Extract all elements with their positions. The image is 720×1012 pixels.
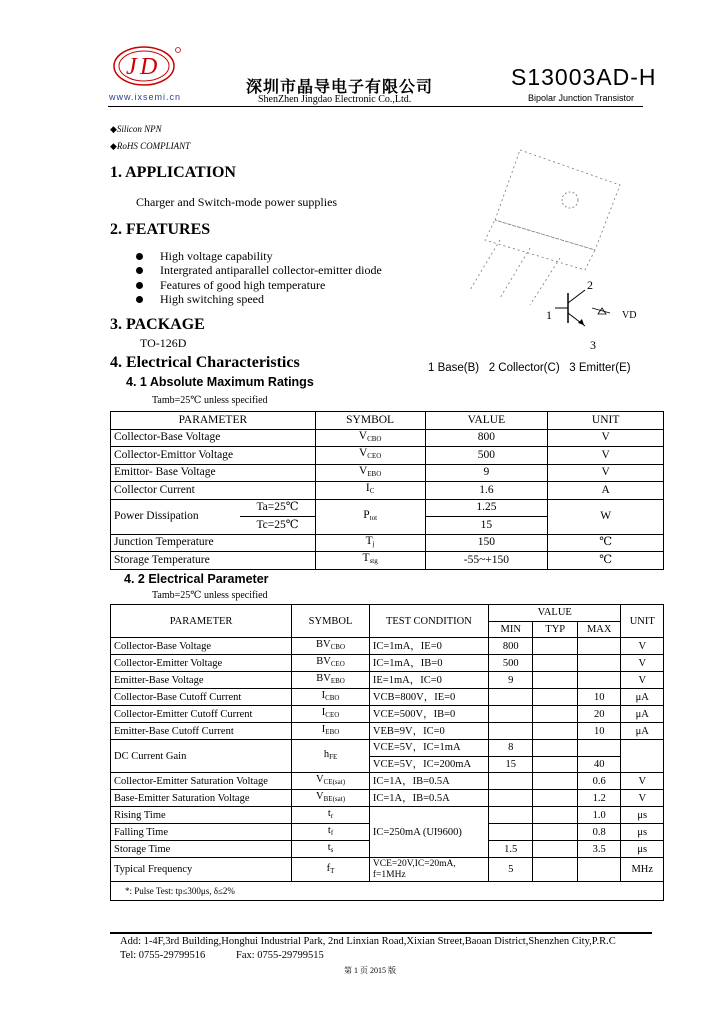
package-text: TO-126D [140,336,187,350]
table-row [111,773,664,790]
param-cell: Storage Time [111,841,292,858]
typ-cell [533,706,578,723]
unit-cell: A [548,482,664,500]
max-cell [577,638,620,655]
max-cell: 20 [577,706,620,723]
value-cell: 15 [425,517,548,535]
symbol-cell: $I_{EBO}$ [292,723,370,740]
symbol-cell: $V_{BE(sat)}$ [292,790,370,807]
typ-cell [533,740,578,757]
min-cell: 8 [488,740,533,757]
col-header: VALUE [488,605,621,622]
symbol-cell: $V_{CBO}$ [315,429,425,447]
bullet-icon [136,296,143,303]
header-rule [108,106,643,107]
pin-3-label: 3 [590,338,596,352]
col-header: UNIT [548,412,664,430]
min-cell: 9 [488,672,533,689]
application-text: Charger and Switch-mode power supplies [136,195,338,209]
symbol-cell: $t_r$ [292,807,370,824]
application-heading: 1. APPLICATION [110,164,236,181]
abs-max-heading: 4. 1 Absolute Maximum Ratings [126,375,314,389]
symbol-cell: $BV_{EBO}$ [292,672,370,689]
test-cell: IC=1A，IB=0.5A [369,790,488,807]
value-cell: 500 [425,447,548,465]
min-cell: 800 [488,638,533,655]
logo-url: www.ixsemi.cn [109,92,182,102]
table-row [111,552,664,570]
typ-cell [533,790,578,807]
typ-cell [533,824,578,841]
col-header: PARAMETER [111,605,292,638]
symbol-cell: $V_{CE(sat)}$ [292,773,370,790]
table-header-row [111,412,664,430]
bullet-icon [136,267,143,274]
svg-text:J: J [126,54,137,80]
elec-param-table [110,604,664,901]
features-heading: 2. FEATURES [110,221,211,238]
min-cell [488,790,533,807]
min-cell [488,824,533,841]
condition-cell: Tc=25℃ [240,517,315,535]
unit-cell: V [621,790,664,807]
min-cell [488,689,533,706]
electrical-heading: 4. Electrical Characteristics [110,354,300,371]
table-row [111,740,664,757]
unit-cell: MHz [621,858,664,882]
symbol-cell: $P_{tot}$ [315,499,425,534]
table-row [111,706,664,723]
bullet-icon [136,282,143,289]
typ-cell [533,638,578,655]
test-cell: VEB=9V，IC=0 [369,723,488,740]
unit-cell: V [548,464,664,482]
typ-cell [533,773,578,790]
symbol-cell: $h_{FE}$ [292,740,370,773]
param-cell: Collector Current [111,482,316,500]
param-cell: Collector-Base Voltage [111,638,292,655]
max-cell: 10 [577,689,620,706]
typ-cell [533,756,578,773]
abs-max-condition: Tamb=25℃ unless specified [152,395,268,406]
typ-cell [533,655,578,672]
param-cell: Base-Emitter Saturation Voltage [111,790,292,807]
col-header: VALUE [425,412,548,430]
unit-cell: V [548,429,664,447]
typ-cell [533,689,578,706]
param-cell: Collector-Emitter Saturation Voltage [111,773,292,790]
elec-param-condition: Tamb=25℃ unless specified [152,590,268,601]
table-row [111,482,664,500]
table-row [111,534,664,552]
symbol-cell: $BV_{CEO}$ [292,655,370,672]
table-row [111,689,664,706]
max-cell: 10 [577,723,620,740]
table-row [111,447,664,465]
param-cell: Storage Temperature [111,552,316,570]
col-header: PARAMETER [111,412,316,430]
param-cell: Collector-Emitter Cutoff Current [111,706,292,723]
table-row [111,655,664,672]
symbol-cell: $t_s$ [292,841,370,858]
param-cell: Falling Time [111,824,292,841]
company-logo [106,44,186,90]
max-cell: 1.0 [577,807,620,824]
max-cell: 3.5 [577,841,620,858]
test-cell: VCE=20V,IC=20mA, f=1MHz [369,858,488,882]
symbol-cell: $t_f$ [292,824,370,841]
test-cell: IE=1mA，IC=0 [369,672,488,689]
value-cell: 800 [425,429,548,447]
col-header: MAX [577,621,620,638]
symbol-cell: $V_{CEO}$ [315,447,425,465]
col-header: SYMBOL [292,605,370,638]
pinout-caption: 1 Base(B) 2 Collector(C) 3 Emitter(E) [428,362,631,374]
min-cell [488,706,533,723]
param-cell: DC Current Gain [111,740,292,773]
test-cell: IC=1mA，IB=0 [369,655,488,672]
symbol-cell: $BV_{CBO}$ [292,638,370,655]
min-cell [488,807,533,824]
feature-item: High voltage capability [160,249,273,263]
symbol-cell: $T_j$ [315,534,425,552]
table-row [111,723,664,740]
intro-bullet-1: ◆Silicon NPN [110,124,162,134]
typ-cell [533,807,578,824]
footer-page: 第 1 页 2015 版 [344,966,396,975]
max-cell: 1.2 [577,790,620,807]
test-cell: VCE=500V，IB=0 [369,706,488,723]
unit-cell: μs [621,807,664,824]
abs-max-table [110,411,664,570]
symbol-cell: $T_{stg}$ [315,552,425,570]
symbol-cell: $I_{CEO}$ [292,706,370,723]
test-cell: VCE=5V，IC=1mA [369,740,488,757]
param-cell: Typical Frequency [111,858,292,882]
footer-address: Add: 1-4F,3rd Building,Honghui Industrial Park, 2nd Linxian Road,Xixian Street,Baoan District,Shenzhen City,P.R.C [120,936,616,947]
param-cell: Emitter-Base Voltage [111,672,292,689]
col-header: MIN [488,621,533,638]
symbol-cell: $I_{CBO}$ [292,689,370,706]
unit-cell: μA [621,706,664,723]
symbol-cell: $V_{EBO}$ [315,464,425,482]
unit-cell: μs [621,841,664,858]
symbol-cell: $I_C$ [315,482,425,500]
value-cell: -55~+150 [425,552,548,570]
unit-cell: V [621,773,664,790]
min-cell [488,723,533,740]
unit-cell: μs [621,824,664,841]
company-name-en: ShenZhen Jingdao Electronic Co.,Ltd. [258,94,412,105]
unit-cell: V [548,447,664,465]
min-cell: 5 [488,858,533,882]
company-name-cn: 深圳市晶导电子有限公司 [246,77,434,96]
table-note-row [111,882,664,901]
unit-cell: W [548,499,664,534]
value-cell: 1.6 [425,482,548,500]
pulse-note: *: Pulse Test: tp≤300μs, δ≤2% [111,882,664,901]
value-cell: 9 [425,464,548,482]
max-cell: 0.6 [577,773,620,790]
param-cell: Collector-Base Voltage [111,429,316,447]
condition-cell: Ta=25℃ [240,499,315,517]
table-row [111,499,664,517]
unit-cell [621,740,664,773]
value-cell: 150 [425,534,548,552]
max-cell [577,740,620,757]
col-header: TYP [533,621,578,638]
feature-item: Intergrated antiparallel collector-emitter diode [160,263,382,277]
col-header: UNIT [621,605,664,638]
param-cell: Emittor- Base Voltage [111,464,316,482]
typ-cell [533,672,578,689]
pin-1-label: 1 [546,308,552,322]
max-cell: 0.8 [577,824,620,841]
test-cell: IC=1A，IB=0.5A [369,773,488,790]
test-cell: IC=1mA，IE=0 [369,638,488,655]
footer-rule [110,932,652,934]
unit-cell: μA [621,689,664,706]
value-cell: 1.25 [425,499,548,517]
param-cell: Emitter-Base Cutoff Current [111,723,292,740]
feature-item: High switching speed [160,292,264,306]
typ-cell [533,841,578,858]
feature-item: Features of good high temperature [160,278,326,292]
unit-cell: ℃ [548,534,664,552]
footer-tel: Tel: 0755-29799516 [120,950,206,961]
col-header: TEST CONDITION [369,605,488,638]
elec-param-heading: 4. 2 Electrical Parameter [124,572,269,586]
vd-label: VD [622,310,637,321]
max-cell [577,655,620,672]
min-cell: 15 [488,756,533,773]
param-cell: Collector-Emitter Voltage [111,655,292,672]
unit-cell: V [621,655,664,672]
table-header-row [111,605,664,622]
table-row [111,638,664,655]
package-heading: 3. PACKAGE [110,316,205,333]
test-cell: VCB=800V，IE=0 [369,689,488,706]
table-row [111,858,664,882]
table-row [111,790,664,807]
test-cell: VCE=5V，IC=200mA [369,756,488,773]
test-cell: IC=250mA (UI9600) [369,807,488,858]
min-cell [488,773,533,790]
param-cell: Rising Time [111,807,292,824]
table-row [111,429,664,447]
footer-fax: Fax: 0755-29799515 [236,950,324,961]
table-row [111,464,664,482]
pin-2-label: 2 [587,278,593,292]
param-cell: Power Dissipation [111,499,241,534]
part-number: S13003AD-H [511,64,657,90]
intro-bullet-2: ◆RoHS COMPLIANT [110,141,191,151]
min-cell: 500 [488,655,533,672]
unit-cell: ℃ [548,552,664,570]
max-cell [577,672,620,689]
param-cell: Collector-Emittor Voltage [111,447,316,465]
max-cell: 40 [577,756,620,773]
symbol-cell: $f_T$ [292,858,370,882]
param-cell: Junction Temperature [111,534,316,552]
typ-cell [533,723,578,740]
table-row [111,807,664,824]
unit-cell: μA [621,723,664,740]
min-cell: 1.5 [488,841,533,858]
param-cell: Collector-Base Cutoff Current [111,689,292,706]
table-row [111,672,664,689]
svg-text:D: D [140,54,158,80]
unit-cell: V [621,638,664,655]
bullet-icon [136,253,143,260]
part-description: Bipolar Junction Transistor [528,93,635,103]
typ-cell [533,858,578,882]
max-cell [577,858,620,882]
col-header: SYMBOL [315,412,425,430]
unit-cell: V [621,672,664,689]
